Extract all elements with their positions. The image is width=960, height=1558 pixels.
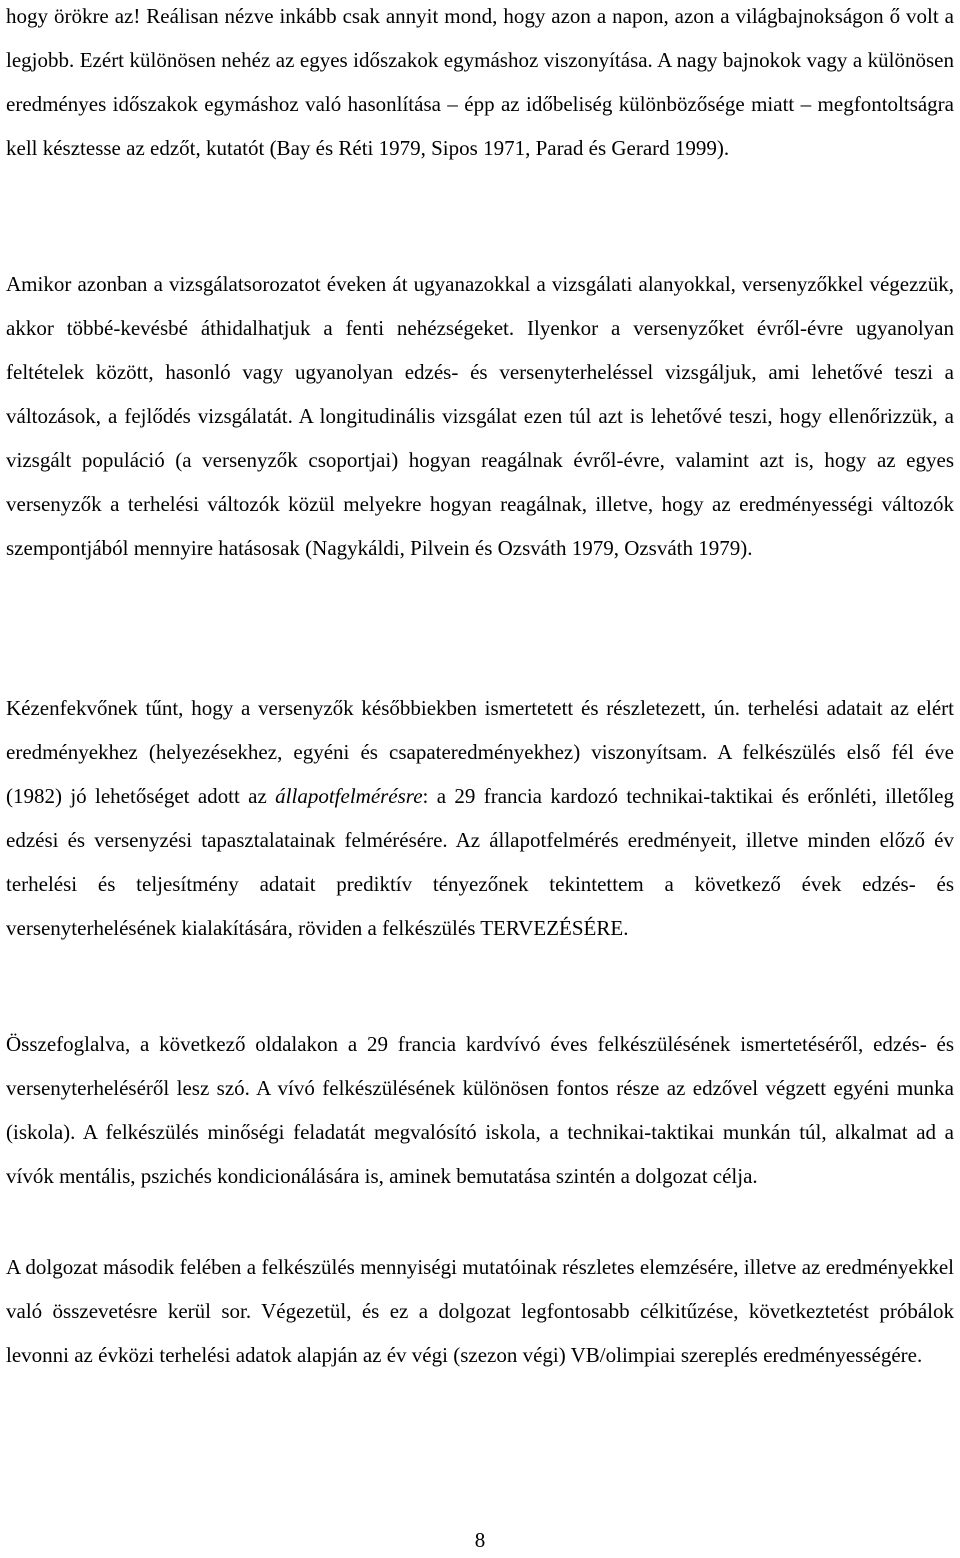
paragraph: hogy örökre az! Reálisan nézve inkább csak annyit mond, hogy azon a napon, azon a világbajnokságon ő volt a legjobb. Ezért különösen nehéz az egyes időszakok egymáshoz viszonyítása. A nagy bajnokok vagy a különösen eredményes időszakok egymáshoz való hasonlítása – épp az időbeliség különbözősége miatt – megfontoltságra kell késztesse az edzőt, kutatót (Bay és Réti 1979, Sipos 1971, Parad és Gerard 1999). xyxy=(6,4,954,160)
paragraph: Amikor azonban a vizsgálatsorozatot éveken át ugyanazokkal a vizsgálati alanyokkal, versenyzőkkel végezzük, akkor többé-kevésbé áthidalhatjuk a fenti nehézségeket. Ilyenkor a versenyzőket évről-évre ugyanolyan feltételek között, hasonló vagy ugyanolyan edzés- és versenyterheléssel vizsgáljuk, ami lehetővé teszi a változások, a fejlődés vizsgálatát. A longitudinális vizsgálat ezen túl azt is lehetővé teszi, hogy ellenőrizzük, a vizsgált populáció (a versenyzők csoportjai) hogyan reagálnak évről-évre, valamint azt is, hogy az egyes versenyzők a terhelési változók közül melyekre hogyan reagálnak, illetve, hogy az eredményességi változók szempontjából mennyire hatásosak (Nagykáldi, Pilvein és Ozsváth 1979, Ozsváth 1979). xyxy=(6,272,954,560)
paragraph: Összefoglalva, a következő oldalakon a 29 francia kardvívó éves felkészülésének ismertetéséről, edzés- és versenyterheléséről lesz szó. A vívó felkészülésének különösen fontos része az edzővel végzett egyéni munka (iskola). A felkészülés minőségi feladatát megvalósító iskola, a technikai-taktikai munkán túl, alkalmat ad a vívók mentális, pszichés kondicionálására is, aminek bemutatása szintén a dolgozat célja. xyxy=(6,1032,954,1188)
paragraph xyxy=(6,686,954,950)
paragraph: A dolgozat második felében a felkészülés mennyiségi mutatóinak részletes elemzésére, illetve az eredményekkel való összevetésre kerül sor. Végezetül, és ez a dolgozat legfontosabb célkitűzése, következtetést próbálok levonni az évközi terhelési adatok alapján az év végi (szezon végi) VB/olimpiai szereplés eredményességére. xyxy=(6,1255,954,1367)
paragraph-text: : a 29 francia kardozó technikai-taktikai és erőnléti, illetőleg edzési és versenyzési tapasztalatainak felmérésére. Az állapotfelmérés eredményeit, illetve minden előző év terhelési és teljesítmény adatait prediktív tényezőnek tekintettem a következő évek edzés- és versenyterhelésének kialakítására, röviden a felkészülés TERVEZÉSÉRE. xyxy=(6,784,954,940)
page-number: 8 xyxy=(474,1528,486,1552)
paragraph-text: Kézenfekvőnek tűnt, hogy a versenyzők későbbiekben ismertetett és részletezett, ún. terhelési adatait az elért eredményekhez (helyezésekhez, egyéni és csapateredményekhez) viszonyítsam. A felkészülés első fél éve (1982) jó lehetőséget adott az xyxy=(6,696,954,808)
italic-term: állapotfelmérésre xyxy=(275,784,423,808)
